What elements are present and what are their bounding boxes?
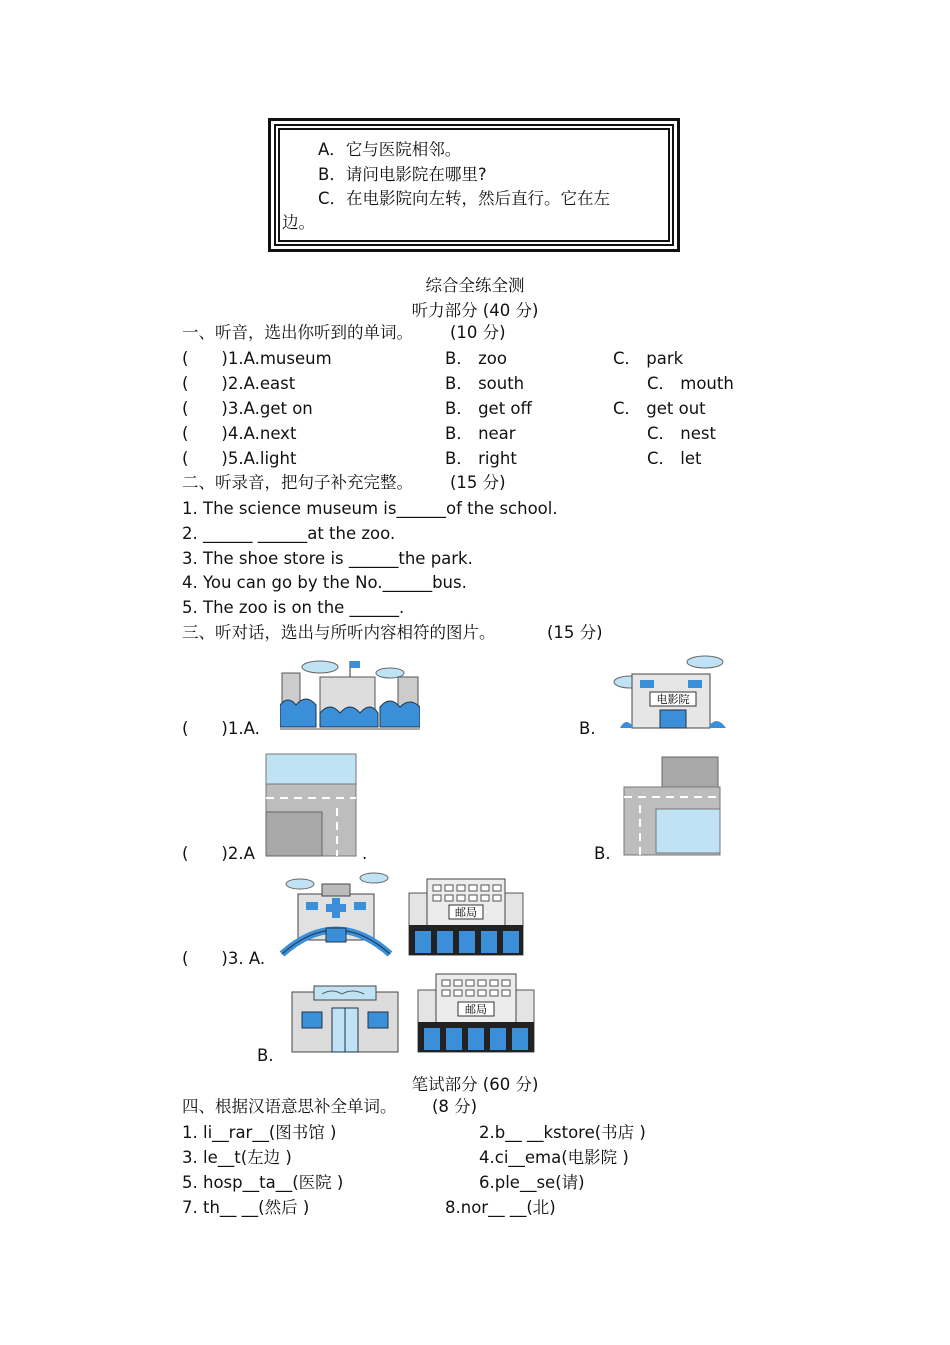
sec2-item-1: 1. The science museum is______of the school.	[182, 499, 558, 518]
sec2-item-3: 3. The shoe store is ______the park.	[182, 549, 473, 568]
cinema-sign: 电影院	[656, 693, 690, 706]
box-line-b: B．请问电影院在哪里?	[318, 165, 487, 184]
post-office-picture-b	[414, 970, 538, 1056]
answer-box-inner	[274, 124, 674, 246]
sec3-q2-b-label: B.	[594, 844, 611, 863]
sec2-score: (15 分)	[450, 473, 506, 492]
sec4-item-1: 1. li__rar__(图书馆 )	[182, 1123, 337, 1142]
sec3-score: (15 分)	[547, 623, 603, 642]
post-sign-b: 邮局	[465, 1003, 487, 1016]
cinema-picture	[610, 652, 730, 734]
main-title: 综合全练全测	[425, 276, 525, 295]
sec4-heading: 四、根据汉语意思补全单词。	[182, 1097, 397, 1116]
sec1-q5-c: C． let	[647, 449, 702, 468]
hospital-picture	[278, 870, 393, 958]
sec1-q4: ( )4.A.next	[182, 424, 297, 443]
post-office-picture-a	[405, 875, 527, 959]
sec3-q2-dot: .	[362, 844, 368, 863]
sec1-q4-c: C． nest	[647, 424, 716, 443]
sec1-q3-c: C． get out	[613, 399, 706, 418]
bookstore-picture	[288, 982, 402, 1054]
sec4-score: (8 分)	[432, 1097, 478, 1116]
sec3-q1-label: ( )1.A.	[182, 719, 260, 738]
sec3-q3-label: ( )3. A.	[182, 949, 266, 968]
sec3-q1-b-label: B.	[579, 719, 596, 738]
sec1-q2-c: C． mouth	[647, 374, 734, 393]
box-line-a: A．它与医院相邻。	[318, 140, 462, 159]
sec1-q2-b: B． south	[445, 374, 525, 393]
sec4-item-4: 4.ci__ema(电影院 )	[479, 1148, 629, 1167]
sec1-q1-c: C． park	[613, 349, 684, 368]
sec3-q3-b-label: B.	[257, 1046, 274, 1065]
listening-title: 听力部分 (40 分)	[411, 301, 539, 320]
sec1-q3: ( )3.A.get on	[182, 399, 313, 418]
sec4-item-2: 2.b__ __kstore(书店 )	[479, 1123, 646, 1142]
sec4-item-3: 3. le__t(左边 )	[182, 1148, 292, 1167]
post-sign-a: 邮局	[455, 906, 477, 919]
map-b-picture	[622, 755, 722, 857]
answer-box	[268, 118, 680, 252]
sec2-heading: 二、听录音，把句子补充完整。	[182, 473, 413, 492]
sec3-heading: 三、听对话，选出与所听内容相符的图片。	[182, 623, 496, 642]
sec1-q2: ( )2.A.east	[182, 374, 296, 393]
written-title: 笔试部分 (60 分)	[411, 1075, 539, 1094]
museum-picture	[280, 655, 420, 735]
box-line-c: C．在电影院向左转，然后直行。它在左	[318, 189, 611, 208]
sec1-heading: 一、听音，选出你听到的单词。	[182, 323, 413, 342]
answer-box-content	[278, 128, 670, 242]
sec4-item-8: 8.nor__ __(北)	[445, 1198, 556, 1217]
sec2-item-5: 5. The zoo is on the ______.	[182, 598, 405, 617]
sec3-q2-label: ( )2.A	[182, 844, 255, 863]
sec1-q1: ( )1.A.museum	[182, 349, 332, 368]
sec4-item-7: 7. th__ __(然后 )	[182, 1198, 310, 1217]
map-a-picture	[262, 752, 362, 858]
sec4-item-6: 6.ple__se(请)	[479, 1173, 585, 1192]
sec4-item-5: 5. hosp__ta__(医院 )	[182, 1173, 344, 1192]
box-line-c2: 边。	[282, 213, 315, 232]
sec1-q4-b: B． near	[445, 424, 516, 443]
sec2-item-2: 2. ______ ______at the zoo.	[182, 524, 396, 543]
sec1-q5: ( )5.A.light	[182, 449, 297, 468]
sec1-score: (10 分)	[450, 323, 506, 342]
sec1-q5-b: B． right	[445, 449, 517, 468]
sec2-item-4: 4. You can go by the No.______bus.	[182, 573, 467, 592]
sec1-q3-b: B． get off	[445, 399, 532, 418]
sec1-q1-b: B． zoo	[445, 349, 507, 368]
